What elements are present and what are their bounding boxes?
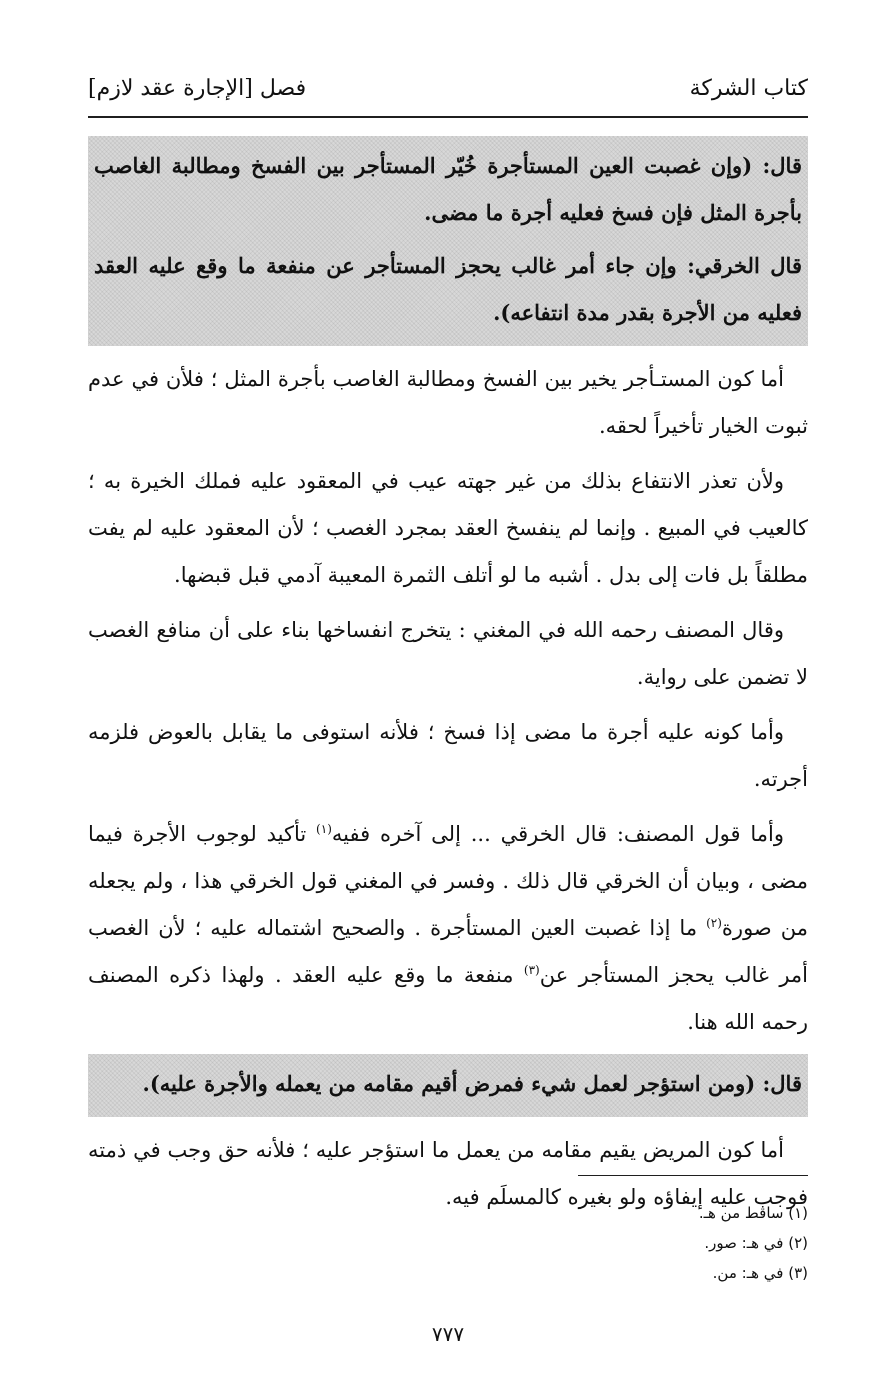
body-paragraph: وأما كونه عليه أجرة ما مضى إذا فسخ ؛ فلأنه استوفى ما يقابل بالعوض فلزمه أجرته.: [88, 720, 808, 791]
chapter-title: فصل [الإجارة عقد لازم]: [88, 76, 307, 101]
footnote: (٢) في هـ: صور.: [704, 1234, 808, 1252]
quote-text: قال: (ومن استؤجر لعمل شيء فمرض أقيم مقامه من يعمله والأجرة عليه).: [142, 1071, 802, 1096]
book-page: [88, 60, 808, 1350]
body-paragraph: ولأن تعذر الانتفاع بذلك من غير جهته عيب في المعقود عليه فملك الخيرة به ؛ كالعيب في المبيع . وإنما لم ينفسخ العقد بمجرد الغصب ؛ لأن المعقود عليه لم يفت مطلقاً بل فات إلى بدل . أشبه ما لو أتلف الثمرة المعيبة آدمي قبل قبضها.: [88, 469, 808, 587]
footnotes: [88, 1198, 808, 1288]
book-title: كتاب الشركة: [689, 76, 808, 101]
footnote-divider: [578, 1175, 808, 1176]
quote-text: قال الخرقي: وإن جاء أمر غالب يحجز المستأجر عن منفعة ما وقع عليه العقد فعليه من الأجرة بقدر مدة انتفاعه).: [94, 253, 802, 325]
body-paragraph: أما كون المريض يقيم مقامه من يعمل ما استؤجر عليه ؛ فلأنه حق وجب في ذمته فوجب عليه إيفاؤه ولو بغيره كالمسلَم فيه.: [88, 1138, 808, 1209]
footnote: (١) ساقط من هـ.: [698, 1204, 808, 1222]
footnote-marker: (٣): [523, 963, 540, 977]
shaded-quote-block: [88, 136, 808, 346]
shaded-quote-block: [88, 1054, 808, 1117]
paragraph-segment: وأما قول المصنف: قال الخرقي ... إلى آخره ففيه: [331, 822, 784, 846]
footnote-marker: (١): [316, 822, 332, 836]
page-body: [88, 136, 808, 1229]
quote-text: قال: (وإن غصبت العين المستأجرة خُيّر المستأجر بين الفسخ ومطالبة الغاصب بأجرة المثل فإن فسخ فعليه أجرة ما مضى.: [94, 153, 802, 225]
body-paragraph: [88, 811, 808, 1046]
running-header: [88, 72, 808, 118]
footnote: (٣) في هـ: من.: [712, 1264, 808, 1282]
footnote-marker: (٢): [706, 916, 722, 930]
paragraph-segment: منفعة ما وقع عليه العقد . ولهذا ذكره المصنف رحمه الله هنا.: [88, 963, 808, 1034]
body-paragraph: أما كون المستـأجر يخير بين الفسخ ومطالبة الغاصب بأجرة المثل ؛ فلأن في عدم ثبوت الخيار تأخيراً لحقه.: [88, 367, 808, 438]
body-paragraph: وقال المصنف رحمه الله في المغني : يتخرج انفساخها بناء على أن منافع الغصب لا تضمن على رواية.: [88, 618, 808, 689]
paragraph-segment: ما إذا غصبت العين المستأجرة . والصحيح اشتماله عليه ؛ لأن الغصب أمر غالب يحجز المستأجر عن: [88, 916, 808, 987]
paragraph-segment: تأكيد لوجوب الأجرة فيما مضى ، وبيان أن الخرقي قال ذلك . وفسر في المغني قول الخرقي هذا ، ولم يجعله من صورة: [88, 822, 808, 940]
page-number: ٧٧٧: [431, 1322, 465, 1346]
